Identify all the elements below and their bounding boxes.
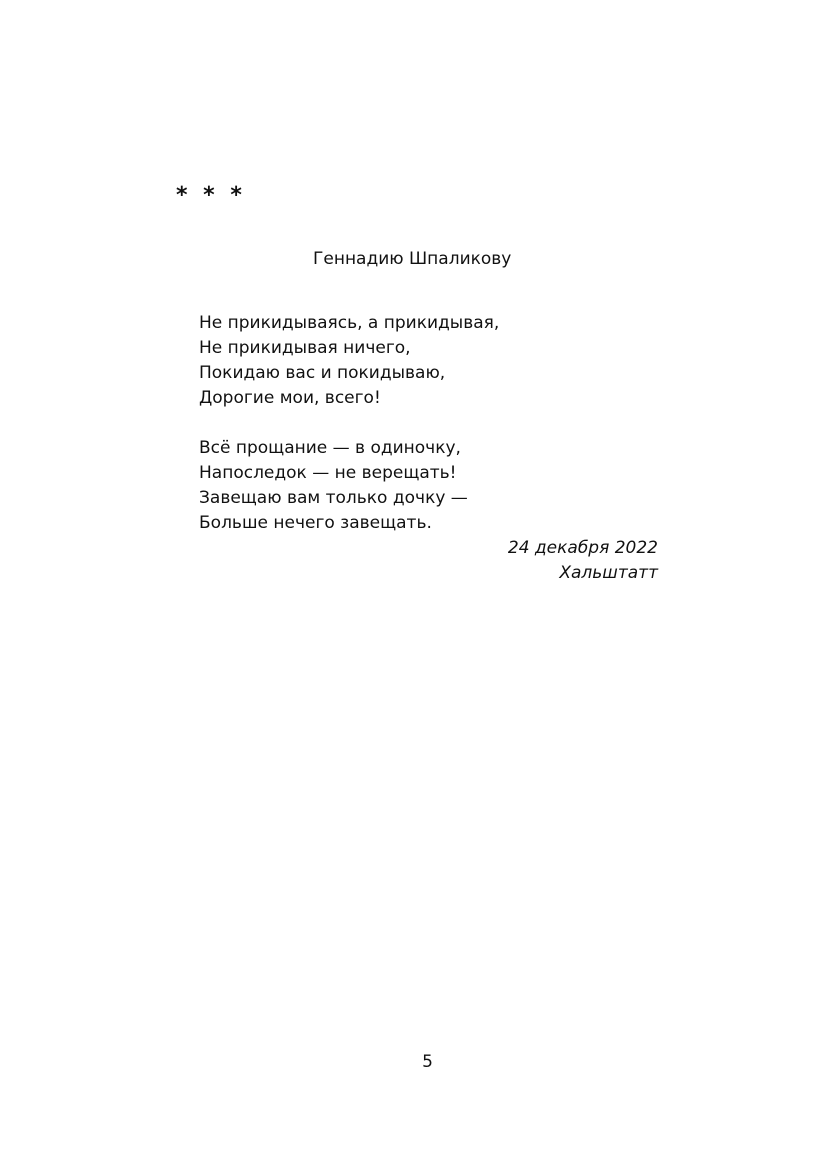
poem-line: Всё прощание — в одиночку, bbox=[199, 438, 461, 458]
poem-line: Не прикидываясь, а прикидывая, bbox=[199, 313, 500, 333]
poem-line: Дорогие мои, всего! bbox=[199, 388, 381, 408]
poem-place: Хальштатт bbox=[559, 563, 658, 583]
dedication: Геннадию Шпаликову bbox=[313, 249, 512, 269]
poem-date: 24 декабря 2022 bbox=[507, 538, 658, 558]
section-separator-asterisks: * * * bbox=[176, 183, 246, 208]
poem-line: Покидаю вас и покидываю, bbox=[199, 363, 446, 383]
poem-line: Завещаю вам только дочку — bbox=[199, 488, 468, 508]
poem-line: Больше нечего завещать. bbox=[199, 513, 432, 533]
poem-line: Напоследок — не верещать! bbox=[199, 463, 457, 483]
page-number: 5 bbox=[422, 1052, 433, 1072]
poem-signoff bbox=[508, 536, 658, 586]
poem-line: Не прикидывая ничего, bbox=[199, 338, 411, 358]
stanza-1 bbox=[199, 311, 499, 411]
stanza-2 bbox=[199, 436, 468, 536]
